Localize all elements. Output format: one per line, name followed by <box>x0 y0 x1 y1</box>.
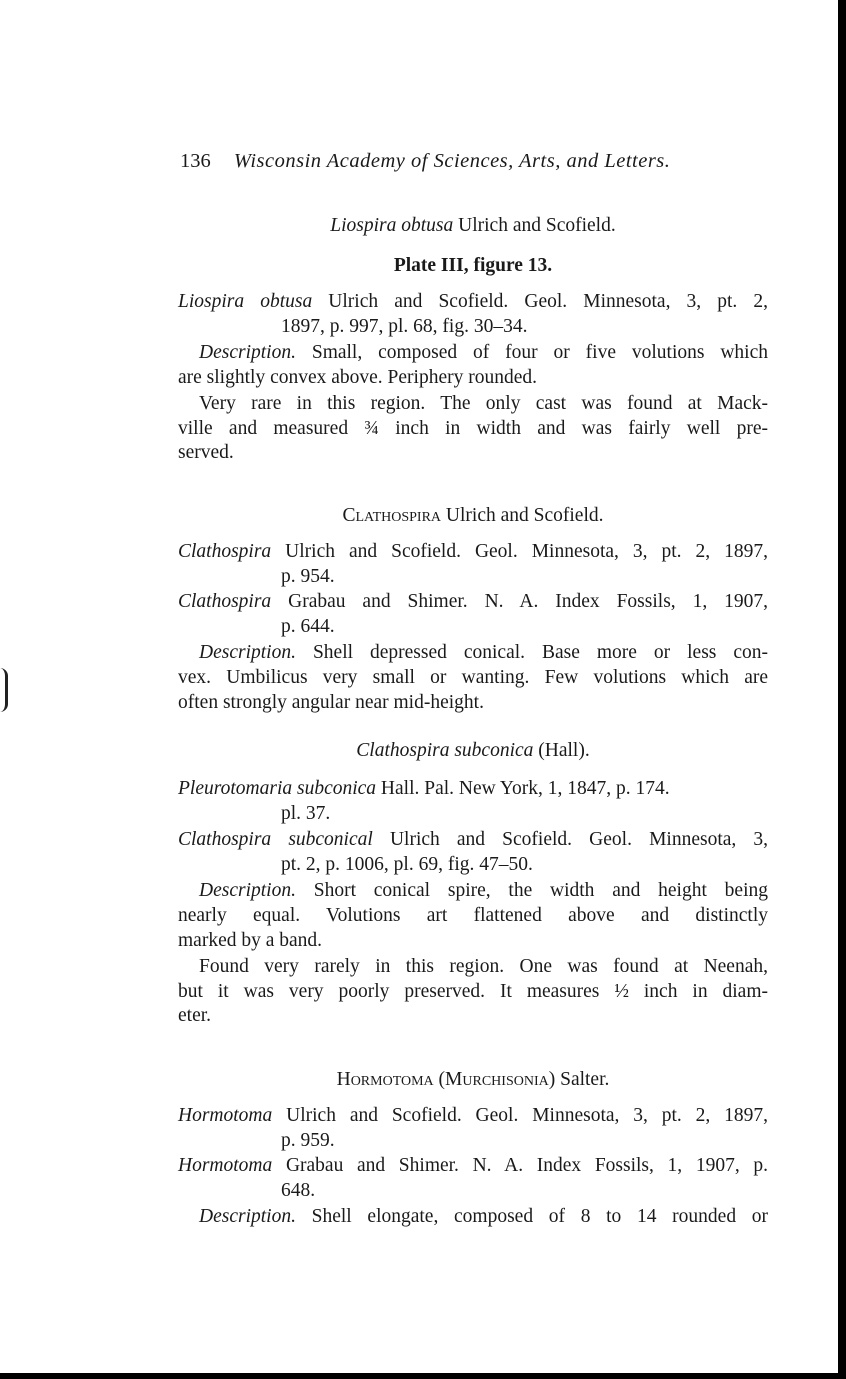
section-heading-hormotoma: Hormotoma (Murchisonia) Salter. <box>336 1069 610 1090</box>
plate-reference: Plate III, figure 13. <box>393 255 553 276</box>
description-paragraph: Description. Shell depressed conical. Base more or less con- <box>199 642 769 663</box>
body-paragraph-line: Found very rarely in this region. One was found at Neenah, <box>199 956 768 977</box>
section-heading-subconica: Clathospira subconica (Hall). <box>356 740 590 761</box>
synonymy-entry: Liospira obtusa Ulrich and Scofield. Geol. Minnesota, 3, pt. 2, <box>178 291 768 312</box>
description-line: often strongly angular near mid-height. <box>178 692 484 713</box>
synonymy-continuation: p. 959. <box>281 1130 335 1151</box>
journal-title: Wisconsin Academy of Sciences, Arts, and Letters. <box>233 150 671 172</box>
synonymy-continuation: pt. 2, p. 1006, pl. 69, fig. 47–50. <box>281 854 533 875</box>
body-paragraph-line: eter. <box>178 1005 212 1026</box>
body-paragraph-line: ville and measured ¾ inch in width and was fairly well pre- <box>178 418 768 439</box>
running-head <box>180 150 670 173</box>
synonymy-entry: Clathospira Grabau and Shimer. N. A. Index Fossils, 1, 1907, <box>178 591 769 612</box>
page-edge-bottom <box>0 1373 846 1379</box>
synonymy-continuation: 648. <box>281 1180 316 1201</box>
margin-mark <box>0 668 8 712</box>
page-edge-right <box>838 0 846 1379</box>
page-number: 136 <box>180 150 211 172</box>
body-paragraph-line: but it was very poorly preserved. It measures ½ inch in diam- <box>178 981 768 1002</box>
description-line: vex. Umbilicus very small or wanting. Few volutions which are <box>178 667 768 688</box>
body-paragraph-line: served. <box>178 442 234 463</box>
section-heading-clathospira: Clathospira Ulrich and Scofield. <box>342 505 604 526</box>
body-paragraph-line: Very rare in this region. The only cast was found at Mack- <box>199 393 768 414</box>
synonymy-continuation: p. 644. <box>281 616 335 637</box>
description-line: marked by a band. <box>178 930 323 951</box>
description-line: are slightly convex above. Periphery rounded. <box>178 367 538 388</box>
synonymy-continuation: 1897, p. 997, pl. 68, fig. 30–34. <box>281 316 528 337</box>
description-line: nearly equal. Volutions art flattened above and distinctly <box>178 905 768 926</box>
synonymy-entry: Clathospira subconical Ulrich and Scofield. Geol. Minnesota, 3, <box>178 829 769 850</box>
synonymy-entry: Clathospira Ulrich and Scofield. Geol. Minnesota, 3, pt. 2, 1897, <box>178 541 768 562</box>
synonymy-continuation: p. 954. <box>281 566 335 587</box>
description-paragraph: Description. Small, composed of four or five volutions which <box>199 342 769 363</box>
synonymy-entry: Hormotoma Ulrich and Scofield. Geol. Minnesota, 3, pt. 2, 1897, <box>178 1105 769 1126</box>
synonymy-entry: Pleurotomaria subconica Hall. Pal. New York, 1, 1847, p. 174. <box>178 778 670 799</box>
description-paragraph: Description. Short conical spire, the width and height being <box>199 880 768 901</box>
description-paragraph: Description. Shell elongate, composed of 8 to 14 rounded or <box>199 1206 768 1227</box>
synonymy-continuation: pl. 37. <box>281 803 331 824</box>
section-heading-liospira: Liospira obtusa Ulrich and Scofield. <box>330 215 616 236</box>
synonymy-entry: Hormotoma Grabau and Shimer. N. A. Index Fossils, 1, 1907, p. <box>178 1155 769 1176</box>
